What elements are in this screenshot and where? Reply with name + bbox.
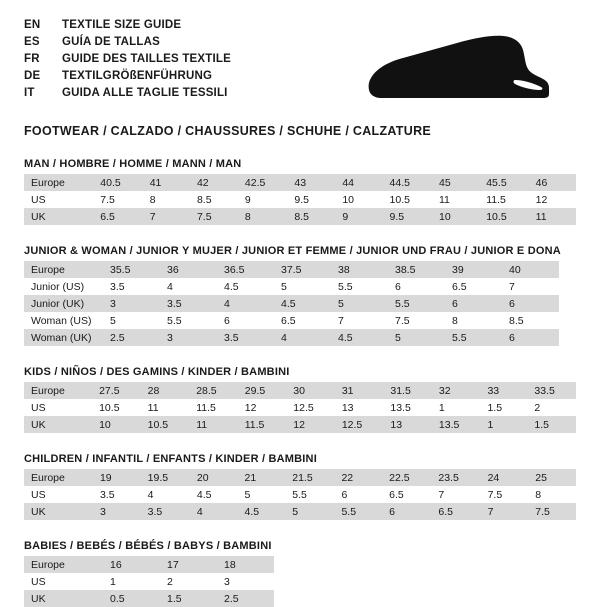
size-cell: 30 [286,382,335,399]
size-cell: 6 [382,503,431,520]
size-cell: 8 [238,208,287,225]
size-cell: 19 [93,469,141,486]
size-cell: 4.5 [331,329,388,346]
size-cell: 38 [331,261,388,278]
size-cell: 43 [287,174,335,191]
language-row [24,35,231,52]
size-cell: 32 [432,382,481,399]
row-label: US [31,488,46,501]
table-row [24,486,576,503]
size-cell: 11 [529,208,576,225]
size-cell: 2.5 [217,590,274,607]
size-cell: 1.5 [527,416,576,433]
size-cell: 33.5 [527,382,576,399]
table-row [24,556,274,573]
row-label: US [31,575,46,588]
size-cell: 28 [141,382,190,399]
size-cell: 20 [190,469,238,486]
size-cell: 5.5 [445,329,502,346]
size-cell: 8 [452,314,458,327]
size-table [24,556,274,607]
size-cell: 13.5 [432,416,481,433]
size-cell: 6 [502,295,559,312]
language-code: EN [24,19,41,31]
size-cell: 4 [190,503,238,520]
size-cell: 41 [143,174,190,191]
size-cell: 1 [480,416,527,433]
size-cell: 13 [341,401,354,414]
size-cell: 12.5 [335,416,384,433]
size-cell: 3 [160,329,217,346]
size-cell: 6.5 [431,503,480,520]
size-cell: 42.5 [238,174,287,191]
size-cell: 4 [217,295,274,312]
size-group-title: MAN / HOMBRE / HOMME / MANN / MAN [24,158,242,170]
size-cell: 10.5 [479,208,528,225]
language-title: GUIDA ALLE TAGLIE TESSILI [62,87,228,99]
size-cell: 10 [342,193,355,206]
size-table [24,469,576,520]
row-label: Europe [24,556,103,573]
size-cell: 1 [438,401,445,414]
row-label: UK [24,503,93,520]
size-cell: 44 [335,174,382,191]
size-group [24,366,576,433]
size-cell: 40.5 [93,174,142,191]
size-cell: 24 [481,469,529,486]
size-cell: 23.5 [431,469,480,486]
size-cell: 4 [167,280,173,293]
size-cell: 44.5 [383,174,432,191]
size-cell: 27.5 [92,382,141,399]
table-row [24,278,559,295]
size-cell: 3 [224,575,230,588]
row-label: Europe [24,174,93,191]
language-row [24,86,231,103]
size-cell: 4.5 [238,503,286,520]
table-row [24,590,274,607]
size-group-title: BABIES / BEBÉS / BÉBÉS / BABYS / BAMBINI [24,540,272,552]
size-cell: 5.5 [338,280,353,293]
size-table [24,261,559,346]
size-cell: 11 [189,416,238,433]
size-cell: 25 [528,469,576,486]
size-tables-container [24,158,576,607]
table-row [24,208,576,225]
size-cell: 7.5 [100,193,115,206]
size-table [24,174,576,225]
size-cell: 8 [535,488,542,501]
row-label: Junior (US) [31,280,85,293]
row-label: UK [24,208,93,225]
row-label: Junior (UK) [24,295,103,312]
table-row [24,382,576,399]
size-cell: 13 [383,416,432,433]
size-cell: 11.5 [196,401,216,414]
size-cell: 9.5 [383,208,432,225]
size-cell: 3.5 [217,329,274,346]
size-cell: 6 [224,314,230,327]
size-cell: 7.5 [190,208,238,225]
size-cell: 45 [432,174,479,191]
size-cell: 37.5 [274,261,331,278]
size-cell: 8.5 [287,208,335,225]
row-label: US [31,401,46,414]
language-row [24,69,231,86]
table-row [24,573,274,590]
size-group [24,158,576,225]
size-cell: 16 [103,556,160,573]
size-cell: 7 [143,208,190,225]
size-cell: 1 [110,575,116,588]
size-cell: 11 [147,401,159,414]
row-label: US [31,193,46,206]
size-cell: 4.5 [224,280,239,293]
language-code: IT [24,87,35,99]
size-cell: 6.5 [93,208,142,225]
language-title: GUIDE DES TAILLES TEXTILE [62,53,231,65]
size-cell: 39 [445,261,502,278]
size-cell: 8.5 [509,314,524,327]
size-cell: 2.5 [103,329,160,346]
size-cell: 22.5 [382,469,431,486]
size-cell: 5 [285,503,334,520]
size-cell: 10.5 [389,193,410,206]
size-cell: 9 [244,193,251,206]
size-cell: 3.5 [110,280,125,293]
language-row [24,18,231,35]
size-cell: 3.5 [160,295,217,312]
size-cell: 4 [147,488,154,501]
row-label: Woman (UK) [24,329,103,346]
size-cell: 21 [238,469,286,486]
row-label: Woman (US) [31,314,92,327]
size-cell: 17 [160,556,217,573]
size-cell: 13.5 [390,401,411,414]
size-cell: 35.5 [103,261,160,278]
size-cell: 21.5 [285,469,334,486]
size-group [24,245,576,346]
size-cell: 0.5 [103,590,160,607]
size-cell: 7 [481,503,529,520]
size-cell: 8.5 [196,193,212,206]
size-cell: 11.5 [238,416,287,433]
language-title: TEXTILE SIZE GUIDE [62,19,182,31]
row-label: Europe [24,261,103,278]
size-cell: 5 [244,488,251,501]
table-row [24,191,576,208]
size-cell: 2 [534,401,541,414]
size-cell: 1.5 [487,401,503,414]
size-cell: 36.5 [217,261,274,278]
table-row [24,469,576,486]
size-cell: 4.5 [274,295,331,312]
table-row [24,261,559,278]
language-code: DE [24,70,41,82]
size-cell: 10.5 [141,416,190,433]
size-cell: 5.5 [334,503,382,520]
size-cell: 6.5 [389,488,404,501]
size-cell: 6 [502,329,559,346]
size-cell: 6.5 [281,314,296,327]
size-group-title: JUNIOR & WOMAN / JUNIOR Y MUJER / JUNIOR ET FEMME / JUNIOR UND FRAU / JUNIOR E DONA [24,245,561,257]
size-cell: 11.5 [486,193,506,206]
size-cell: 6.5 [452,280,467,293]
size-cell: 11 [439,193,450,206]
size-cell: 4 [274,329,331,346]
size-group-title: KIDS / NIÑOS / DES GAMINS / KINDER / BAMBINI [24,366,290,378]
size-cell: 31.5 [383,382,432,399]
size-cell: 7.5 [528,503,576,520]
size-cell: 5 [388,329,445,346]
size-cell: 3.5 [141,503,190,520]
size-cell: 46 [529,174,576,191]
language-title: GUÍA DE TALLAS [62,36,160,48]
row-label: UK [24,416,92,433]
size-cell: 3.5 [99,488,115,501]
size-group [24,453,576,520]
size-cell: 12 [535,193,548,206]
size-cell: 6 [445,295,502,312]
document-header [24,18,576,110]
dress-shoe-icon [365,34,550,106]
size-cell: 29.5 [238,382,287,399]
table-row [24,399,576,416]
row-label: Europe [24,382,92,399]
row-label: UK [24,590,103,607]
size-cell: 5.5 [167,314,182,327]
language-row [24,52,231,69]
size-cell: 10 [432,208,479,225]
size-cell: 5 [110,314,116,327]
size-cell: 31 [335,382,384,399]
size-cell: 38.5 [388,261,445,278]
language-title-list [24,18,231,103]
size-cell: 28.5 [189,382,238,399]
size-cell: 10.5 [99,401,120,414]
size-cell: 18 [217,556,274,573]
category-title: FOOTWEAR / CALZADO / CHAUSSURES / SCHUHE / CALZATURE [24,124,432,138]
language-title: TEXTILGRÖßENFÜHRUNG [62,70,213,82]
size-cell: 3 [103,295,160,312]
size-cell: 19.5 [141,469,190,486]
size-cell: 7.5 [395,314,410,327]
size-cell: 6 [395,280,401,293]
size-cell: 2 [167,575,173,588]
size-cell: 22 [334,469,382,486]
table-row [24,312,559,329]
table-row [24,329,559,346]
size-cell: 40 [502,261,559,278]
size-cell: 5.5 [292,488,307,501]
size-cell: 10 [92,416,141,433]
size-cell: 7 [438,488,445,501]
size-cell: 5 [281,280,287,293]
size-cell: 42 [190,174,238,191]
size-table [24,382,576,433]
size-cell: 9 [335,208,382,225]
size-cell: 4.5 [196,488,212,501]
size-cell: 8 [149,193,156,206]
table-row [24,295,559,312]
size-cell: 1.5 [160,590,217,607]
size-cell: 6 [341,488,348,501]
size-cell: 45.5 [479,174,528,191]
table-row [24,416,576,433]
size-cell: 5 [331,295,388,312]
size-group [24,540,576,607]
size-cell: 36 [160,261,217,278]
row-label: Europe [24,469,93,486]
size-cell: 5.5 [388,295,445,312]
size-cell: 12 [244,401,257,414]
size-cell: 12 [286,416,335,433]
language-code: FR [24,53,40,65]
size-cell: 12.5 [293,401,314,414]
size-cell: 7 [338,314,344,327]
size-group-title: CHILDREN / INFANTIL / ENFANTS / KINDER / BAMBINI [24,453,317,465]
size-cell: 7.5 [487,488,503,501]
size-cell: 7 [509,280,515,293]
table-row [24,503,576,520]
table-row [24,174,576,191]
language-code: ES [24,36,40,48]
size-cell: 3 [93,503,141,520]
size-cell: 33 [480,382,527,399]
size-cell: 9.5 [294,193,309,206]
